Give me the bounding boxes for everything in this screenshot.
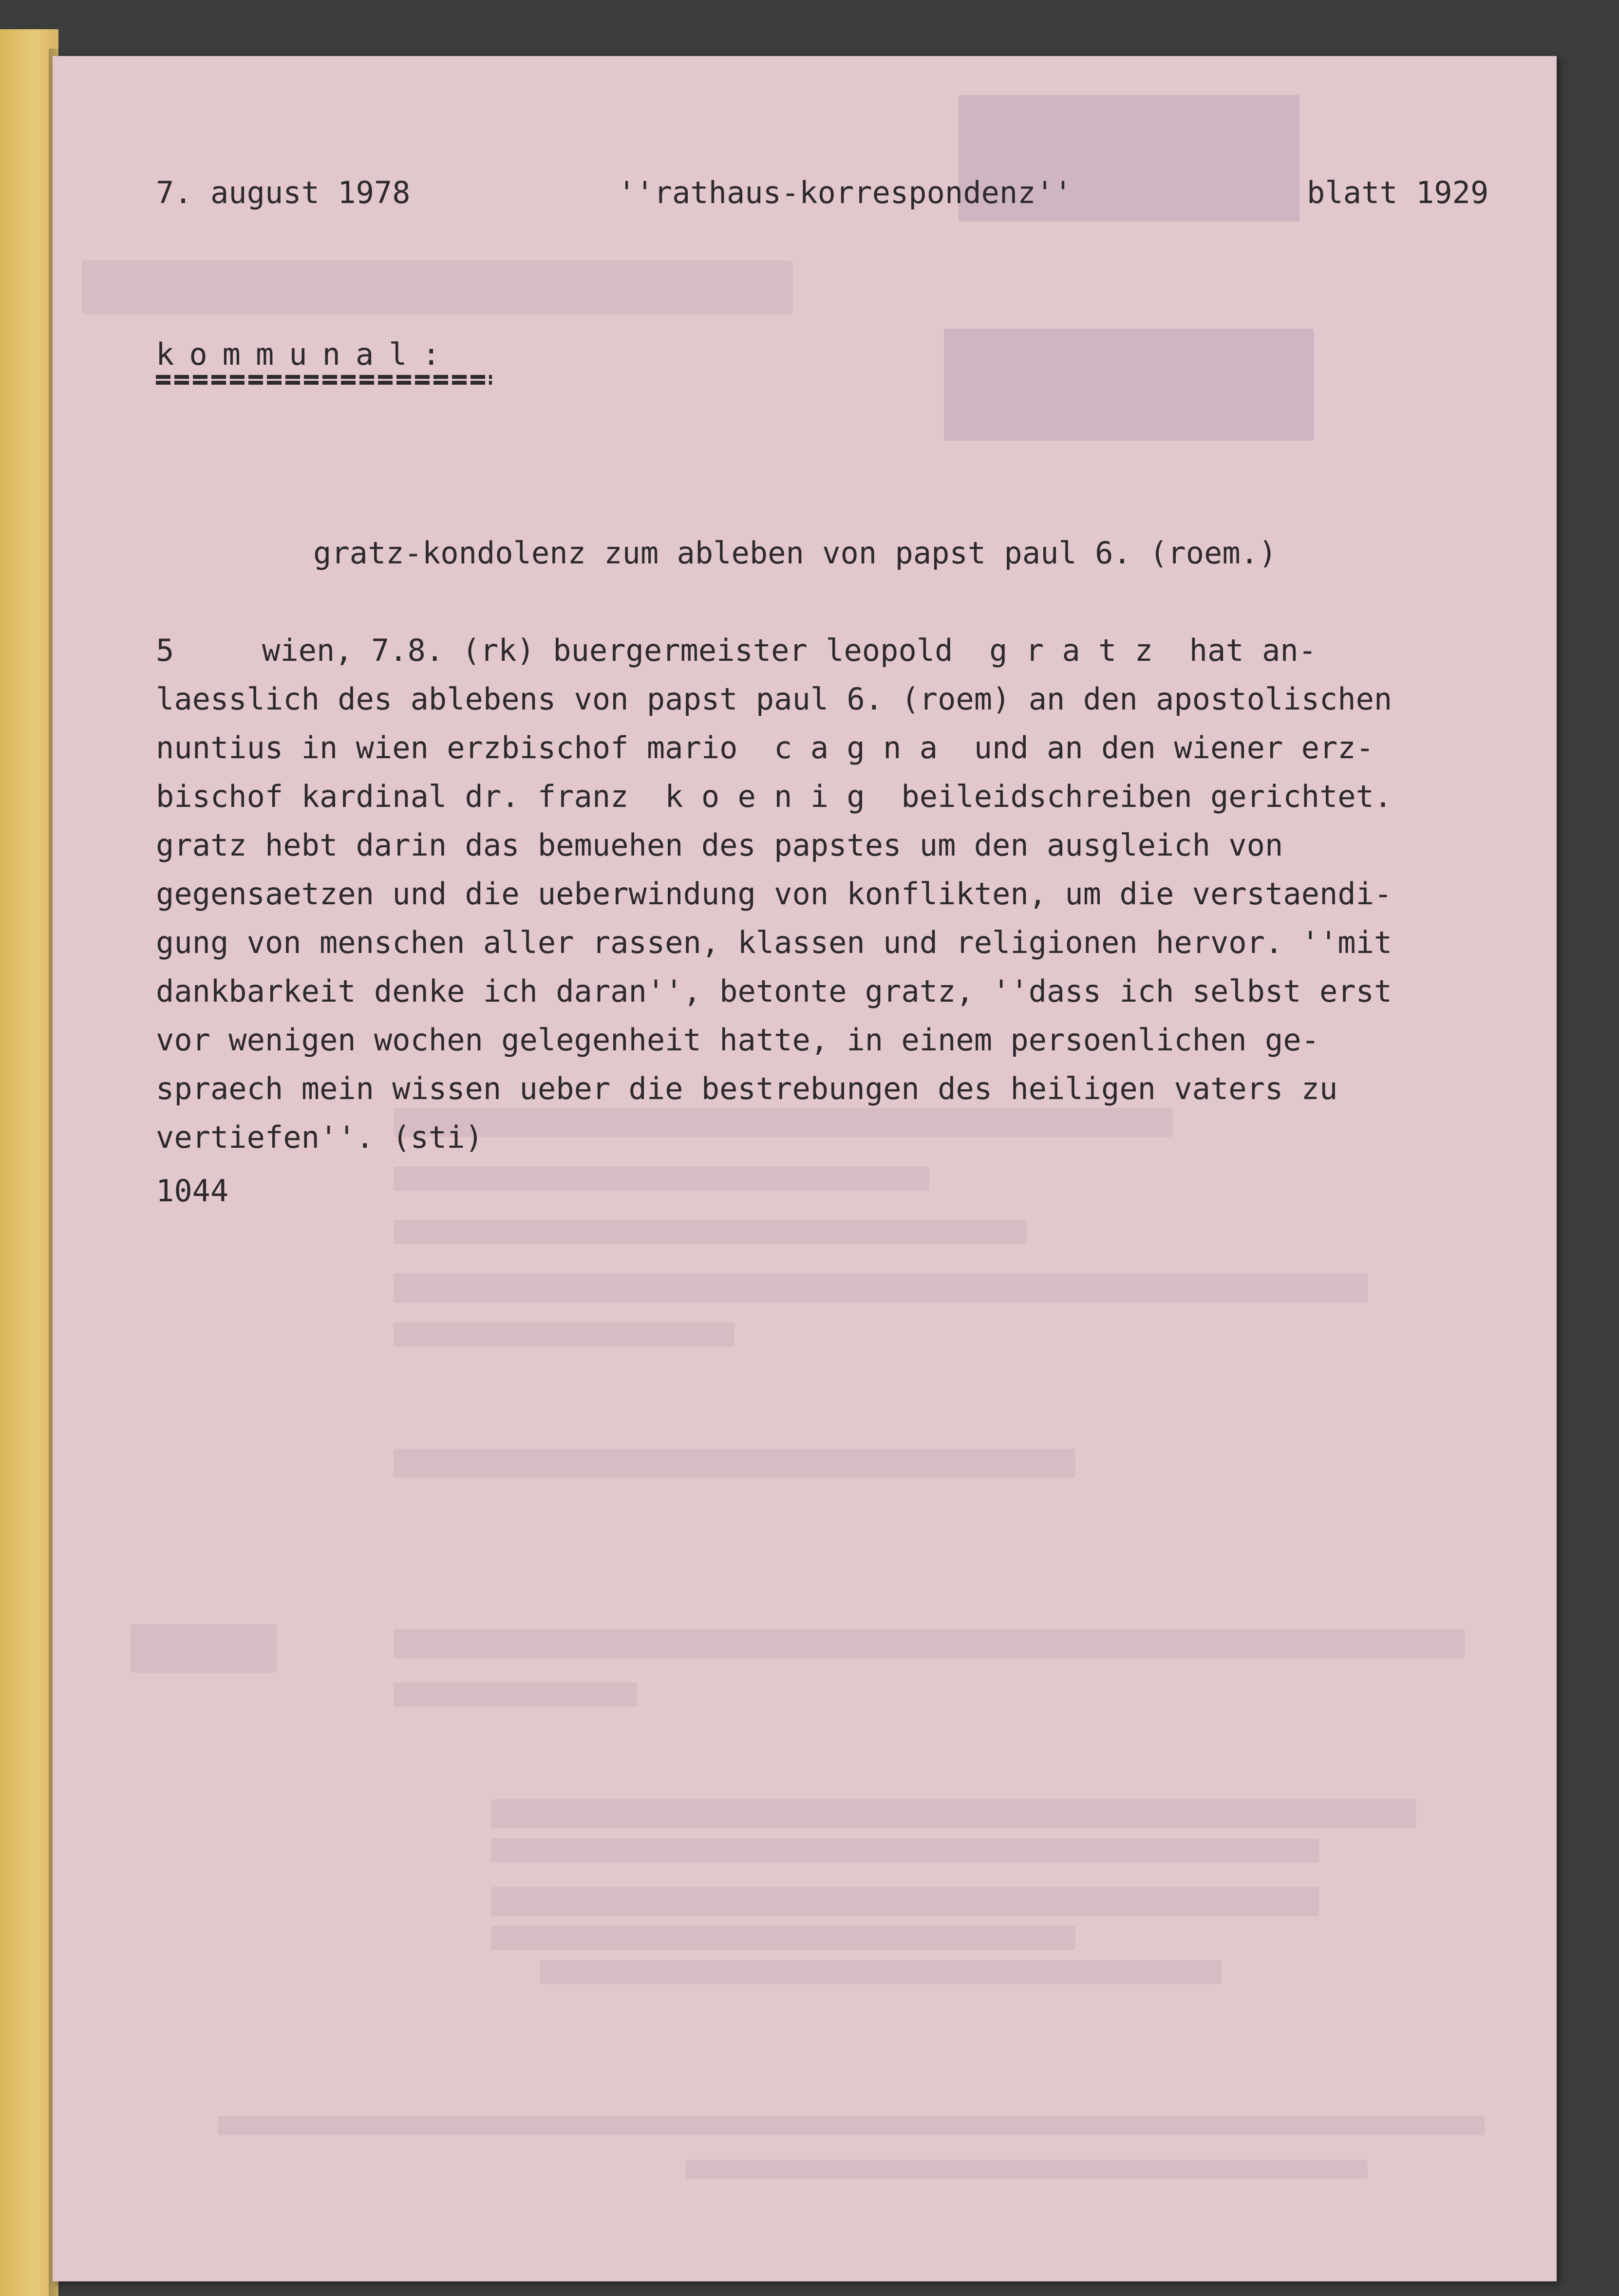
body-line: vor wenigen wochen gelegenheit hatte, in einem persoenlichen ge- <box>156 1022 1319 1058</box>
article-headline: gratz-kondolenz zum ableben von papst paul 6. (roem.) <box>313 535 1277 571</box>
bleed-through-line <box>491 1838 1319 1863</box>
body-line: wien, 7.8. (rk) buergermeister leopold g r a t z hat an- <box>262 633 1317 668</box>
reference-code: 1044 <box>156 1173 229 1209</box>
document-page <box>53 56 1557 2281</box>
bleed-through-line <box>491 1799 1416 1829</box>
bleed-through-line <box>394 1108 1173 1137</box>
header-sheet-number: blatt 1929 <box>1307 175 1489 210</box>
bleed-through-footer <box>218 2116 1485 2135</box>
body-line: gratz hebt darin das bemuehen des papstes um den ausgleich von <box>156 827 1283 863</box>
bleed-through-masthead <box>82 261 793 314</box>
header-date: 7. august 1978 <box>156 175 411 210</box>
body-line: nuntius in wien erzbischof mario c a g n a und an den wiener erz- <box>156 730 1374 765</box>
bleed-through-logo-block <box>944 329 1314 441</box>
bleed-through-footer <box>686 2160 1368 2179</box>
body-line: dankbarkeit denke ich daran'', betonte gratz, ''dass ich selbst erst <box>156 973 1393 1009</box>
bleed-through-line <box>394 1322 734 1346</box>
bleed-through-line <box>394 1682 637 1707</box>
section-underline <box>156 375 492 386</box>
bleed-through-line <box>394 1220 1027 1244</box>
bleed-through-line <box>394 1449 1075 1478</box>
bleed-through-line <box>491 1926 1075 1950</box>
body-line: laesslich des ablebens von papst paul 6. (roem) an den apostolischen <box>156 681 1393 717</box>
body-line: gung von menschen aller rassen, klassen und religionen hervor. ''mit <box>156 925 1393 960</box>
line-number: 5 <box>156 633 174 668</box>
bleed-through-line <box>491 1887 1319 1916</box>
body-line: gegensaetzen und die ueberwindung von konflikten, um die verstaendi- <box>156 876 1393 912</box>
section-label: kommunal: <box>156 336 455 372</box>
bleed-through-line <box>394 1629 1465 1658</box>
body-line: bischof kardinal dr. franz k o e n i g beileidschreiben gerichtet. <box>156 779 1393 814</box>
bleed-through-line <box>394 1273 1368 1303</box>
bleed-through-line <box>540 1960 1222 1984</box>
header-publication-title: ''rathaus-korrespondenz'' <box>618 175 1073 210</box>
body-line: vertiefen''. (sti) <box>156 1120 483 1155</box>
bleed-through-line <box>394 1166 929 1191</box>
body-line: spraech mein wissen ueber die bestrebungen des heiligen vaters zu <box>156 1071 1338 1106</box>
bleed-through-line <box>131 1624 277 1673</box>
